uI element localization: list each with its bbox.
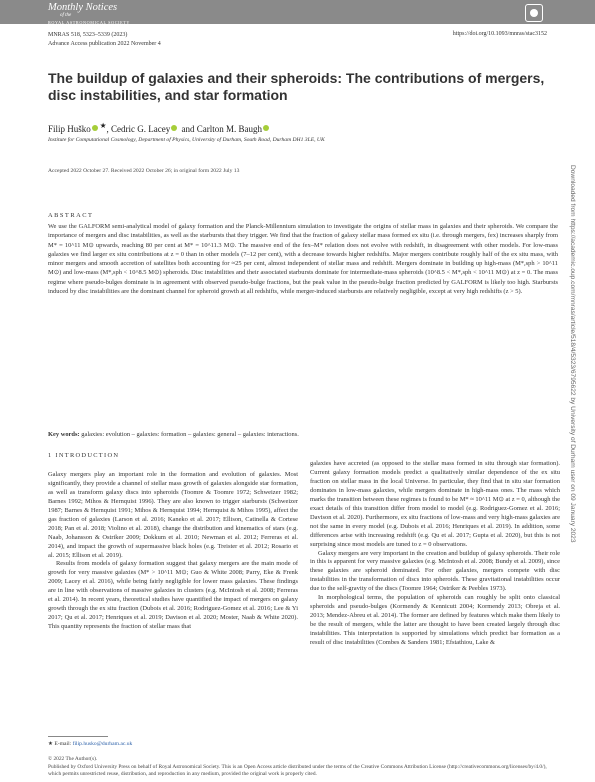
journal-name-of: of the [60,13,72,18]
open-access-badge-icon[interactable] [525,4,543,22]
keywords-list: galaxies: evolution – galaxies: formation – galaxies: general – galaxies: interactions. [81,431,299,438]
left-column [48,452,298,632]
keywords-label: Key words: [48,431,80,438]
section-heading: 1 INTRODUCTION [48,452,120,459]
author-mark: ★ [99,121,107,130]
download-notice: Downloaded from https://academic.oup.com/mnras/article/518/4/5323/6795622 by University of Durham user on 09 January 2023 [569,165,576,543]
article-title: The buildup of galaxies and their spheroids: The contributions of mergers, disc instabilities, and star formation [48,70,545,103]
journal-logo [48,3,130,28]
paragraph: Galaxy mergers are very important in the creation and buildup of galaxy spheroids. Their role in this is apparent for very massive galaxies (e.g. McIntosh et al. 2008; Bundy et al. 2009), since these galaxies are spheroid dominated. For other galaxies, mergers compete with disc instabilities in the transformation of discs into spheroids. These gravitational instabilities occur due to the self-gravity of the discs (Toomre 1964; Ostriker & Peebles 1973). [310,549,560,593]
journal-name: Monthly Notices [48,2,118,13]
copyright: © 2022 The Author(s). [48,756,98,762]
license-footer [48,756,558,779]
abstract-text: We use the GALFORM semi-analytical model of galaxy formation and the Planck-Millennium simulation to investigate the origins of stellar mass in galaxies and their spheroids. We compare the importance of mergers and disc instabilities, as well as the starbursts that they trigger. We find that the fraction of galaxy stellar mass formed ex situ (i.e. through mergers, fex) increases sharply from M* = 10^11 M⊙ upwards, reaching 80 per cent at M* = 10^11.3 M⊙. The massive end of the fex–M* relation does not evolve with redshift, in disagreement with other models. For low-mass galaxies we find larger ex situ contributions at z = 0 than in other models (7–12 per cent), with a decrease towards higher redshifts. Major mergers contribute roughly half of the ex situ mass, with minor mergers and smooth accretion of satellites both accounting for ≈25 per cent, almost independent of stellar mass and redshift. Mergers dominate in building up high-mass (M*,sph > 10^11 M⊙) and low-mass (M*,sph < 10^8.5 M⊙) spheroids. Disc instabilities and their associated starbursts dominate for intermediate-mass spheroids (10^8.5 < M*,sph < 10^11 M⊙) at z = 0. The mass regime where pseudo-bulges dominate is in agreement with observed pseudo-bulge fractions, but the peak value in the pseudo-bulge fraction predicted by GALFORM is likely too high. Starbursts induced by disc instabilities are the dominant channel for spheroid growth at all redshifts, while merger-induced starbursts are relatively negligible, except at very high redshifts (z > 5). [48,223,558,295]
paragraph: Results from models of galaxy formation suggest that galaxy mergers are the main mode of growth for very massive galaxies (M* > 10^11 M⊙; Guo & White 2008; Parry, Eke & Frenk 2009; Lacey et al. 2016), while being fairly negligible for lower mass galaxies. These findings are in line with observations of massive galaxies in clusters (e.g. McIntosh et al. 2008; Ferreras et al. 2014). In recent years, theoretical studies have quantified the impact of mergers on galaxy growth through the ex situ fraction (Dubois et al. 2016; Rodriguez-Gomez et al. 2016; Lee & Yi 2017; Qu et al. 2017; Henriques et al. 2019; Davison et al. 2020; Moster, Naab & White 2020). This quantity represents the fraction of stellar mass that [48,560,298,631]
author-list: Filip Huško ★, Cedric G. Lacey and Carlton M. Baugh [48,121,271,134]
email-link[interactable]: filip.husko@durham.ac.uk [72,741,133,747]
advance-access: Advance Access publication 2022 November 4 [48,41,161,47]
citation: MNRAS 518, 5323–5339 (2023) [48,32,128,38]
journal-banner [0,0,595,24]
journal-society: ROYAL ASTRONOMICAL SOCIETY [48,20,131,25]
footnote-email [48,741,132,747]
orcid-icon[interactable] [171,125,177,131]
keywords-line [48,431,558,438]
license-text: Published by Oxford University Press on behalf of Royal Astronomical Society. This is an Open Access article distributed under the terms of the Creative Commons Attribution License (http://creativecommons.org/licenses/by/4.0/), which permits unrestricted reuse, distribution, and reproduction in any medium, provided the original work is properly cited. [48,763,547,777]
paragraph: galaxies have accreted (as opposed to the stellar mass formed in situ through star formation). Current galaxy formation models predict a qualitatively similar dependence of the ex situ fraction on stellar mass in the local Universe. In particular, they find that in situ star formation dominates in low-mass galaxies, while mergers dominate in high-mass ones. The mass which marks the transition between these regimes is found to be M* ≈ 10^11 M⊙ at z = 0, although the exact details of this transition differ from model to model (e.g. Rodriguez-Gomez et al. 2016; Davison et al. 2020). Furthermore, ex situ fractions of low-mass and very high-mass galaxies are not the same in every model (e.g. Dubois et al. 2016; Henriques et al. 2019). In addition, some differences arise with increasing redshift (e.g. Qu et al. 2017; Gupta et al. 2020), but this is not surprising since most models are tuned to z = 0 observations. [310,460,560,548]
author-name[interactable]: Filip Huško [48,124,91,134]
citation-block [48,31,161,49]
doi-link[interactable]: https://doi.org/10.1093/mnras/stac3152 [452,31,547,37]
footnote-label: ★ E-mail: [48,741,72,747]
dates-line: Accepted 2022 October 27. Received 2022 October 26; in original form 2022 July 13 [48,168,240,174]
right-column [310,460,560,648]
author-name[interactable]: Cedric G. Lacey [111,124,171,134]
download-sidebar [568,165,578,645]
paragraph: Galaxy mergers play an important role in the formation and evolution of galaxies. Most significantly, they provide a channel of stellar mass growth of galaxies alongside star formation, as well as transform galaxy discs into spheroids (Toomre & Toomre 1972; Schweizer 1982; Barnes 1992; Mihos & Hernquist 1996). They are also known to trigger starbursts (Schweizer 1987; Barnes & Hernquist 1991; Mihos & Hernquist 1994; Hernquist & Mihos 1995), affect the gas fraction of galaxies (Larson et al. 2016; Kaneko et al. 2017; Ellison, Catinella & Cortese 2018; Pan et al. 2018; Violino et al. 2018), change the distribution and kinematics of stars (e.g. Naab, Johansson & Ostriker 2009; Dokkum et al. 2010; Newman et al. 2012; Ferreras et al. 2014), and impact the growth of supermassive black holes (e.g. Treister et al. 2012; Rosario et al. 2015; Ellison et al. 2019). [48,470,298,559]
orcid-icon[interactable] [92,125,98,131]
affiliation: Institute for Computational Cosmology, Department of Physics, University of Durham, South Road, Durham DH1 3LE, UK [48,137,325,143]
footnote-rule [48,736,108,737]
orcid-icon[interactable] [263,125,269,131]
paragraph: In morphological terms, the population of spheroids can roughly be split onto classical spheroids and pseudo-bulges (Kormendy & Kennicutt 2004; Kormendy 2013; Obreja et al. 2013; Mendez-Abreu et al. 2014). The former are defined by features which make them likely to be the result of mergers, while the latter are thought to have been created largely through disc instabilities. This interpretation is supported by simulations which predict bar formation as a result of disc instabilities (Combes & Sanders 1981; Efstathiou, Lake & [310,594,560,647]
author-name[interactable]: and Carlton M. Baugh [181,124,262,134]
abstract-heading: ABSTRACT [48,212,94,219]
